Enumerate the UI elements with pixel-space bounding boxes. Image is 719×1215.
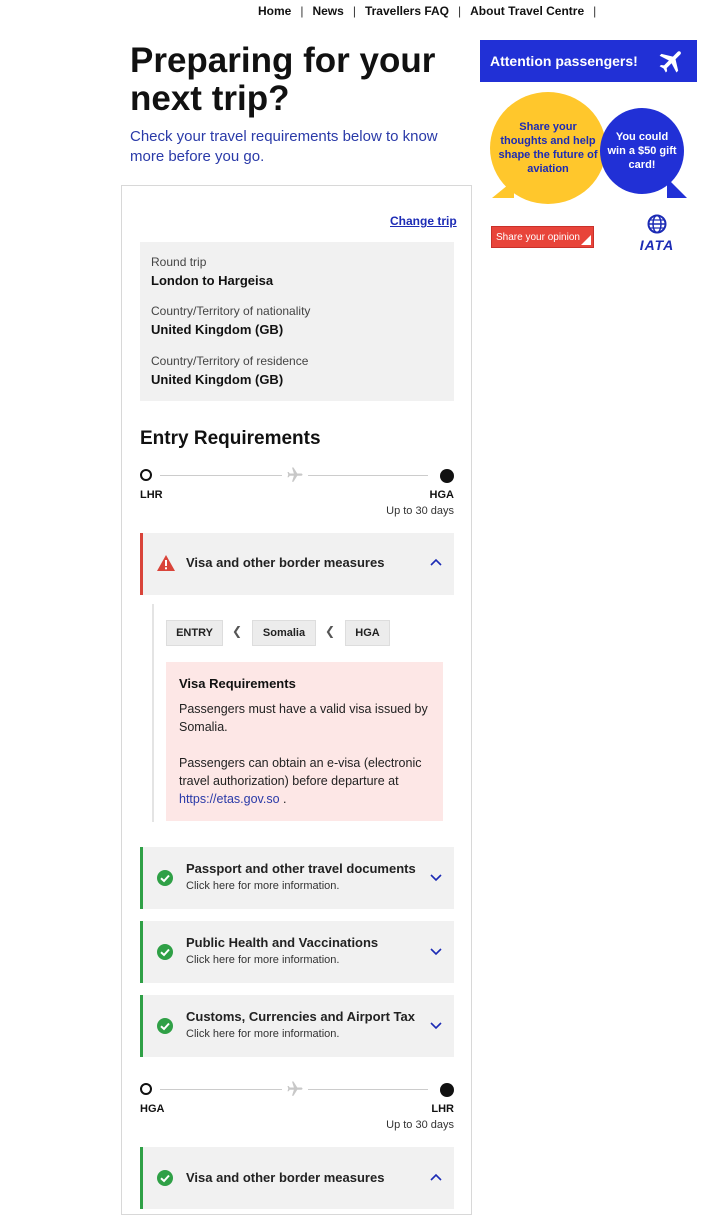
visa-requirements-box xyxy=(166,662,443,821)
share-opinion-label: Share your opinion xyxy=(496,231,580,243)
top-nav xyxy=(258,4,605,18)
giftcard-speech-bubble xyxy=(600,108,684,194)
check-circle-icon xyxy=(157,870,173,886)
visa-accordion-header[interactable] xyxy=(140,533,454,595)
chevron-up-icon[interactable] xyxy=(430,558,442,566)
outbound-route xyxy=(140,469,454,529)
attention-banner[interactable] xyxy=(480,40,697,82)
route-line xyxy=(160,1089,282,1090)
origin-code: HGA xyxy=(140,1103,165,1115)
survey-bubble-text: Share your thoughts and help shape the future of aviation xyxy=(498,121,598,175)
breadcrumb-country[interactable]: Somalia xyxy=(252,620,316,646)
breadcrumb-airport[interactable]: HGA xyxy=(345,620,390,646)
residence-label: Country/Territory of residence xyxy=(151,354,309,368)
destination-code: HGA xyxy=(429,489,454,501)
airplane-icon xyxy=(657,46,687,76)
return-visa-accordion-title: Visa and other border measures xyxy=(186,1170,385,1185)
passport-accordion-header[interactable] xyxy=(140,847,454,909)
customs-accordion-title: Customs, Currencies and Airport Tax xyxy=(186,1009,415,1024)
route-line xyxy=(308,1089,428,1090)
trip-route: London to Hargeisa xyxy=(151,273,274,288)
chevron-down-icon[interactable] xyxy=(430,948,442,956)
stay-duration: Up to 30 days xyxy=(386,1119,454,1131)
giftcard-bubble-text: You could win a $50 gift card! xyxy=(607,131,677,171)
check-circle-icon xyxy=(157,1018,173,1034)
nav-separator: | xyxy=(458,4,462,18)
page-subtitle: Check your travel requirements below to know more before you go. xyxy=(130,128,438,165)
visa-paragraph-1: Passengers must have a valid visa issued by Somalia. xyxy=(179,702,428,734)
return-route xyxy=(140,1083,454,1143)
nav-separator: | xyxy=(300,4,304,18)
breadcrumb-chevron-icon: ❮ xyxy=(232,624,243,638)
check-circle-icon xyxy=(157,944,173,960)
origin-code: LHR xyxy=(140,489,163,501)
nationality-label: Country/Territory of nationality xyxy=(151,304,311,318)
check-circle-icon xyxy=(157,1170,173,1186)
health-accordion-title: Public Health and Vaccinations xyxy=(186,935,379,950)
health-accordion-subtitle: Click here for more information. xyxy=(186,954,340,966)
survey-speech-bubble xyxy=(490,92,606,204)
residence-value: United Kingdom (GB) xyxy=(151,372,284,387)
destination-marker xyxy=(440,469,454,483)
chevron-down-icon[interactable] xyxy=(430,874,442,882)
stay-duration: Up to 30 days xyxy=(386,505,454,517)
page-title: Preparing for your next trip? xyxy=(130,41,436,118)
destination-marker xyxy=(440,1083,454,1097)
trip-type-label: Round trip xyxy=(151,255,207,269)
plane-icon xyxy=(286,466,304,484)
iata-logo xyxy=(632,214,682,253)
visa-requirements-heading: Visa Requirements xyxy=(179,676,296,691)
visa-paragraph-2 xyxy=(179,754,435,808)
plane-icon xyxy=(286,1080,304,1098)
customs-accordion-subtitle: Click here for more information. xyxy=(186,1028,340,1040)
passport-accordion-subtitle: Click here for more information. xyxy=(186,880,340,892)
nav-about-link[interactable]: About Travel Centre xyxy=(470,4,585,18)
share-opinion-button[interactable] xyxy=(491,226,594,248)
chevron-down-icon[interactable] xyxy=(430,1022,442,1030)
attention-banner-label: Attention passengers! xyxy=(490,53,638,69)
destination-code: LHR xyxy=(431,1103,454,1115)
visa-paragraph-2-text: Passengers can obtain an e-visa (electronic travel authorization) before departure at xyxy=(179,756,422,788)
origin-marker xyxy=(140,1083,152,1095)
warning-icon xyxy=(157,555,175,571)
globe-icon xyxy=(647,214,667,234)
nav-separator: | xyxy=(593,4,597,18)
visa-accordion-title: Visa and other border measures xyxy=(186,555,385,570)
nav-separator: | xyxy=(352,4,356,18)
origin-marker xyxy=(140,469,152,481)
nav-home-link[interactable]: Home xyxy=(258,4,292,18)
evisa-link[interactable]: https://etas.gov.so xyxy=(179,792,280,806)
entry-requirements-heading: Entry Requirements xyxy=(140,428,321,449)
passport-accordion-title: Passport and other travel documents xyxy=(186,861,416,876)
nav-news-link[interactable]: News xyxy=(312,4,344,18)
nationality-value: United Kingdom (GB) xyxy=(151,322,284,337)
customs-accordion-header[interactable] xyxy=(140,995,454,1057)
route-line xyxy=(308,475,428,476)
iata-logo-text: IATA xyxy=(639,237,675,253)
visa-detail-panel xyxy=(152,604,444,822)
route-line xyxy=(160,475,282,476)
trip-summary xyxy=(140,242,454,401)
change-trip-link[interactable]: Change trip xyxy=(390,214,457,228)
breadcrumb-chevron-icon: ❮ xyxy=(325,624,336,638)
breadcrumb-entry[interactable]: ENTRY xyxy=(166,620,223,646)
health-accordion-header[interactable] xyxy=(140,921,454,983)
nav-faq-link[interactable]: Travellers FAQ xyxy=(364,4,449,18)
chevron-up-icon[interactable] xyxy=(430,1173,442,1181)
visa-paragraph-2-end: . xyxy=(279,792,287,806)
